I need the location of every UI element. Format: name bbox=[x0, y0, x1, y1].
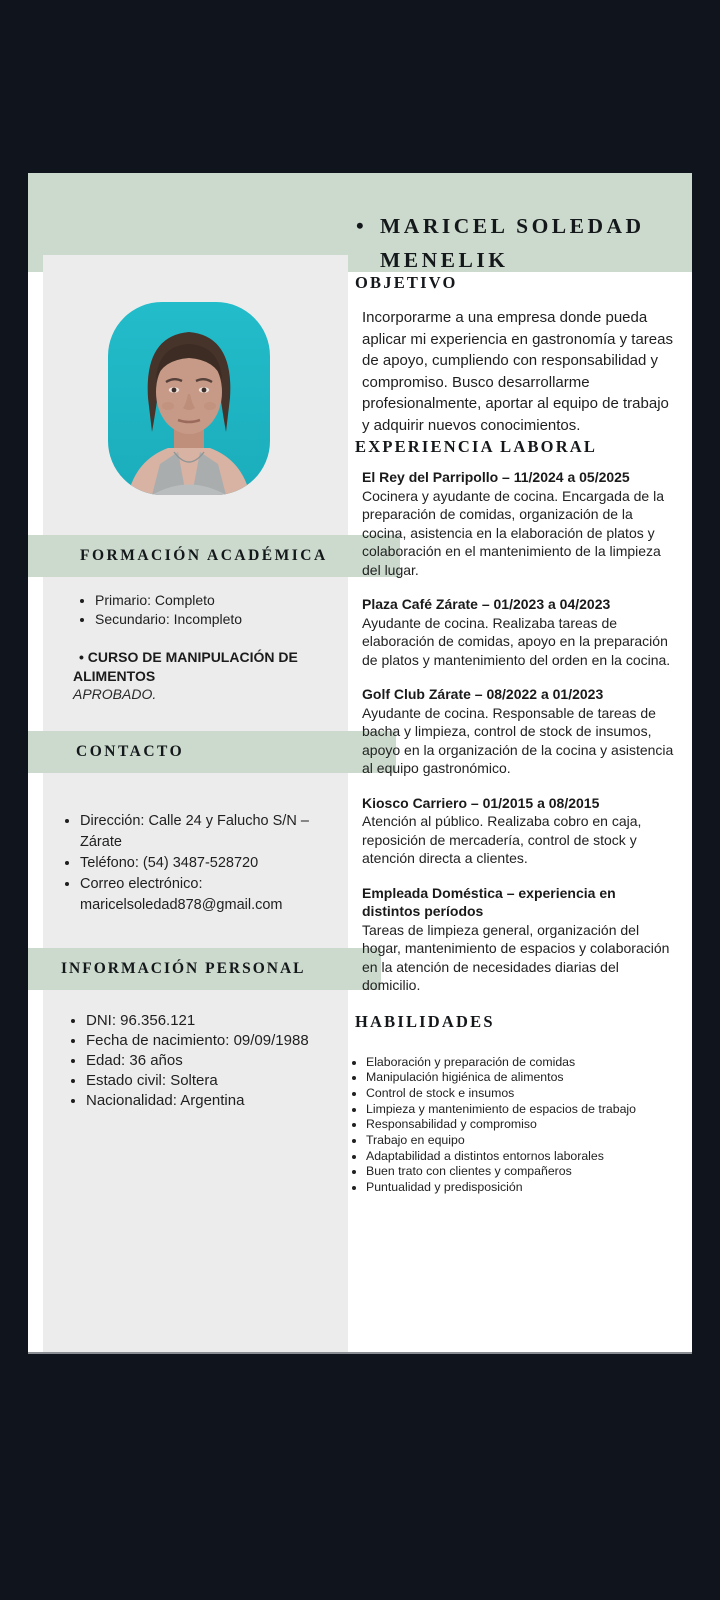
skill-item: • Responsabilidad y compromiso bbox=[366, 1117, 666, 1133]
contacto-item-direccion: • Dirección: Calle 24 y Falucho S/N – Zárate bbox=[80, 811, 348, 853]
skill-item: • Control de stock e insumos bbox=[366, 1086, 666, 1102]
job-description: Cocinera y ayudante de cocina. Encargada de la preparación de comidas, organización de la cocina, asistencia en la elaboración de platos y colaboración en el mantenimiento de la limpieza del lugar. bbox=[362, 487, 664, 578]
job-entry bbox=[362, 468, 674, 579]
contacto-item-telefono: • Teléfono: (54) 3487-528720 bbox=[80, 853, 348, 874]
personal-item-edad: • Edad: 36 años bbox=[86, 1051, 348, 1071]
job-description: Tareas de limpieza general, organización del hogar, mantenimiento de espacios y colaboración en la atención de necesidades diarias del domicilio. bbox=[362, 921, 670, 993]
formacion-item: • Secundario: Incompleto bbox=[95, 610, 348, 629]
personal-heading: INFORMACIÓN PERSONAL bbox=[28, 948, 381, 990]
job-title: Golf Club Zárate – 08/2022 a 01/2023 bbox=[362, 686, 604, 702]
skill-item: • Limpieza y mantenimiento de espacios de trabajo bbox=[366, 1102, 666, 1118]
job-description: Ayudante de cocina. Realizaba tareas de elaboración de comidas, apoyo en la preparación de platos y mantenimiento del orden en la cocina. bbox=[362, 614, 671, 668]
objetivo-section bbox=[348, 272, 688, 436]
job-entry bbox=[362, 794, 674, 868]
skill-item: • Adaptabilidad a distintos entornos laborales bbox=[366, 1149, 666, 1165]
job-description: Ayudante de cocina. Responsable de tareas de bacha y limpieza, control de stock de insumos, apoyo en la organización de la cocina y asistencia al equipo gastronómico. bbox=[362, 704, 674, 776]
skill-item: • Manipulación higiénica de alimentos bbox=[366, 1070, 666, 1086]
job-entry bbox=[362, 884, 674, 995]
name-block bbox=[348, 173, 688, 272]
job-title: Plaza Café Zárate – 01/2023 a 04/2023 bbox=[362, 596, 611, 612]
curso-block bbox=[43, 648, 333, 704]
personal-item-nacimiento: • Fecha de nacimiento: 09/09/1988 bbox=[86, 1031, 348, 1051]
formacion-heading: FORMACIÓN ACADÉMICA bbox=[28, 535, 400, 577]
skills-list bbox=[352, 1055, 666, 1196]
habilidades-section bbox=[348, 1011, 688, 1196]
profile-photo-illustration bbox=[108, 302, 270, 495]
objetivo-text: Incorporarme a una empresa donde pueda aplicar mi experiencia en gastronomía y tareas de apoyo, cumpliendo con responsabilidad y compromiso. Busco desarrollarme profesionalmente, aportar al equipo de trabajo y adquirir nuevos conocimientos. bbox=[362, 309, 673, 434]
personal-list bbox=[43, 1011, 348, 1111]
job-title: Empleada Doméstica – experiencia en distintos períodos bbox=[362, 884, 616, 919]
personal-item-nacionalidad: • Nacionalidad: Argentina bbox=[86, 1091, 348, 1111]
job-title: El Rey del Parripollo – 11/2024 a 05/2025 bbox=[362, 469, 630, 485]
main-column bbox=[348, 173, 688, 1196]
formacion-item: • Primario: Completo bbox=[95, 591, 348, 610]
contacto-heading: CONTACTO bbox=[28, 731, 396, 773]
objetivo-heading: OBJETIVO bbox=[355, 273, 458, 292]
curso-estado: APROBADO. bbox=[73, 686, 157, 702]
jobs-list bbox=[362, 468, 688, 995]
skill-item: • Trabajo en equipo bbox=[366, 1133, 666, 1149]
job-title: Kiosco Carriero – 01/2015 a 08/2015 bbox=[362, 794, 600, 811]
candidate-name: MARICEL SOLEDAD MENELIK bbox=[380, 214, 645, 272]
skill-item: • Puntualidad y predisposición bbox=[366, 1180, 666, 1196]
habilidades-heading: HABILIDADES bbox=[355, 1011, 495, 1031]
experiencia-section bbox=[348, 436, 688, 995]
job-entry bbox=[362, 595, 674, 669]
formacion-list bbox=[43, 591, 348, 628]
name-bullet-icon: • bbox=[356, 213, 364, 238]
skill-item: • Buen trato con clientes y compañeros bbox=[366, 1164, 666, 1180]
job-description: Atención al público. Realizaba cobro en caja, reposición de mercadería, control de stock y atención directa a clientes. bbox=[362, 813, 642, 866]
contacto-item-email: • Correo electrónico: maricelsoledad878@gmail.com bbox=[80, 874, 348, 916]
cv-page bbox=[28, 173, 692, 1354]
personal-item-dni: • DNI: 96.356.121 bbox=[86, 1011, 348, 1031]
skill-item: • Elaboración y preparación de comidas bbox=[366, 1055, 666, 1071]
job-entry bbox=[362, 685, 674, 778]
curso-title: • CURSO DE MANIPULACIÓN DE ALIMENTOS bbox=[73, 649, 298, 684]
contacto-list bbox=[43, 811, 348, 916]
personal-item-estado-civil: • Estado civil: Soltera bbox=[86, 1071, 348, 1091]
experiencia-heading: EXPERIENCIA LABORAL bbox=[355, 437, 598, 456]
profile-photo bbox=[108, 302, 270, 495]
